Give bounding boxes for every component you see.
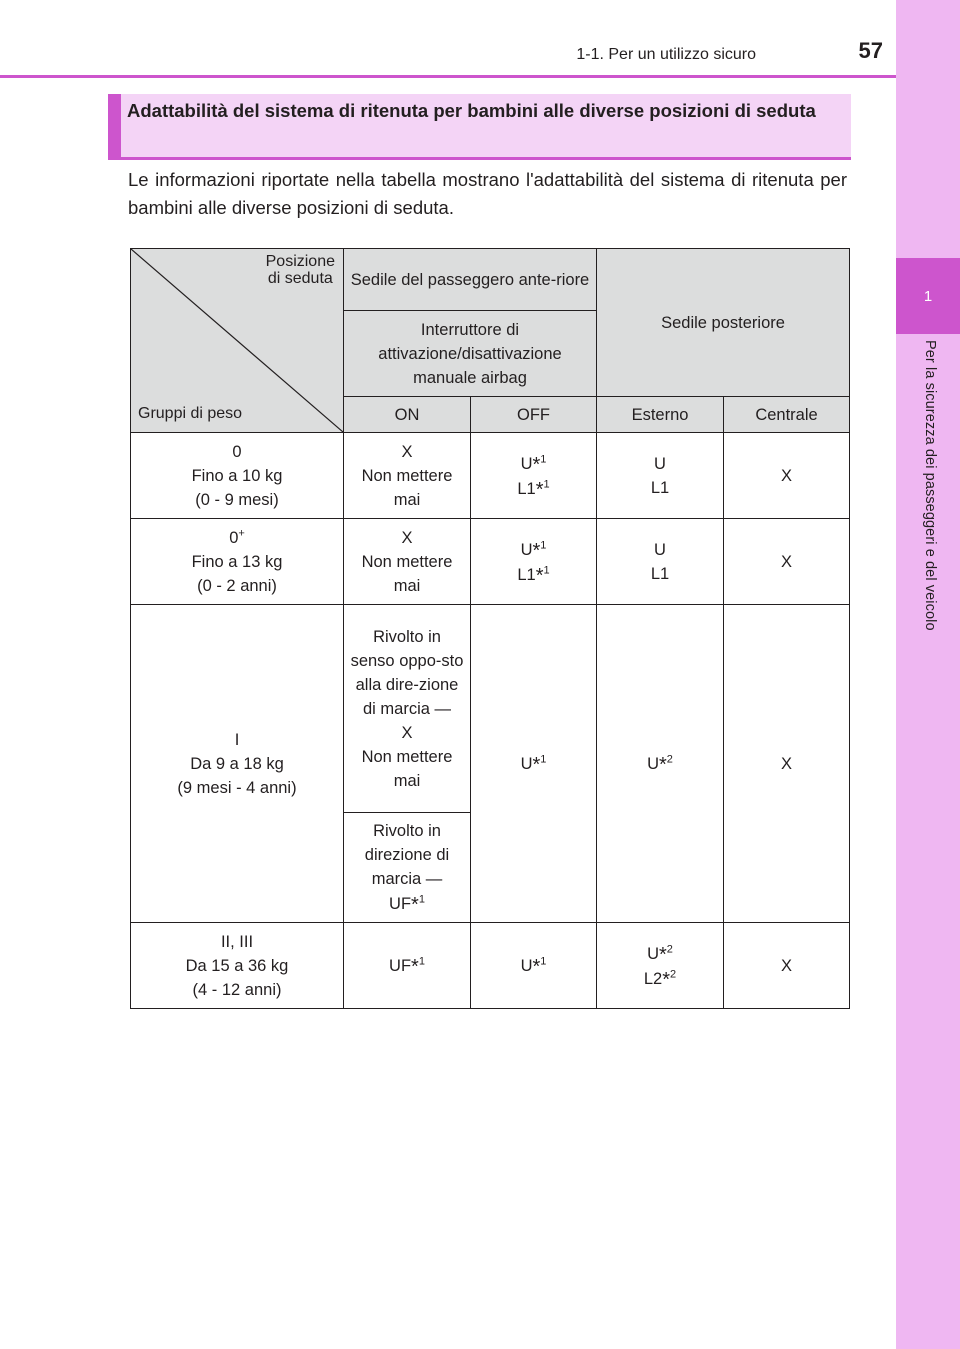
group-cell: 0+ Fino a 13 kg (0 - 2 anni) <box>131 519 344 605</box>
off-cell: U*$^1$ L1*$^1$ <box>471 433 597 519</box>
corner-seat-position-label: Posizione di seduta <box>265 253 335 287</box>
on-forward-cell: Rivolto in direzione di marcia — UF*$^1$ <box>344 813 471 923</box>
outer-cell: U*$^2$ L2*$^2$ <box>597 923 724 1009</box>
outer-cell: U*$^2$ <box>597 605 724 923</box>
table-row <box>131 519 850 605</box>
table-row <box>131 605 850 813</box>
center-cell: X <box>724 923 850 1009</box>
page-number: 57 <box>858 38 883 63</box>
table-row <box>131 433 850 519</box>
table-corner-cell <box>131 249 344 433</box>
group-cell: 0 Fino a 10 kg (0 - 9 mesi) <box>131 433 344 519</box>
col-header-off: OFF <box>471 397 597 433</box>
center-cell: X <box>724 519 850 605</box>
col-header-center: Centrale <box>724 397 850 433</box>
section-heading-box <box>108 94 851 160</box>
section-title: 1-1. Per un utilizzo sicuro <box>576 46 756 63</box>
on-rearward-cell: Rivolto in senso oppo-sto alla dire-zione di marcia — X Non mettere mai <box>344 605 471 813</box>
corner-weight-group-label: Gruppi di peso <box>138 405 243 422</box>
chapter-title: Per la sicurezza dei passeggeri e del veicolo <box>922 340 938 631</box>
on-cell: X Non mettere mai <box>344 433 471 519</box>
on-cell: UF*$^1$ <box>344 923 471 1009</box>
intro-paragraph: Le informazioni riportate nella tabella mostrano l'adattabilità del sistema di ritenuta per bambini alle diverse posizioni di seduta. <box>128 169 847 218</box>
section-heading: Adattabilità del sistema di ritenuta per bambini alle diverse posizioni di seduta <box>127 100 816 121</box>
col-header-on: ON <box>344 397 471 433</box>
off-cell: U*$^1$ <box>471 605 597 923</box>
front-seat-header: Sedile del passeggero ante-riore <box>344 249 597 311</box>
table-row <box>131 923 850 1009</box>
group-cell: II, III Da 15 a 36 kg (4 - 12 anni) <box>131 923 344 1009</box>
center-cell: X <box>724 433 850 519</box>
off-cell: U*$^1$ <box>471 923 597 1009</box>
child-restraint-table <box>130 248 850 1009</box>
rear-seat-header: Sedile posteriore <box>597 249 850 397</box>
chapter-number: 1 <box>896 258 960 334</box>
col-header-outer: Esterno <box>597 397 724 433</box>
group-cell: I Da 9 a 18 kg (9 mesi - 4 anni) <box>131 605 344 923</box>
page-header <box>0 0 896 80</box>
off-cell: U*$^1$ L1*$^1$ <box>471 519 597 605</box>
chapter-side-tab <box>896 0 960 1349</box>
outer-cell: U L1 <box>597 519 724 605</box>
center-cell: X <box>724 605 850 923</box>
outer-cell: U L1 <box>597 433 724 519</box>
on-cell: X Non mettere mai <box>344 519 471 605</box>
airbag-switch-header: Interruttore di attivazione/disattivazione manuale airbag <box>344 311 597 397</box>
header-rule <box>0 75 896 78</box>
